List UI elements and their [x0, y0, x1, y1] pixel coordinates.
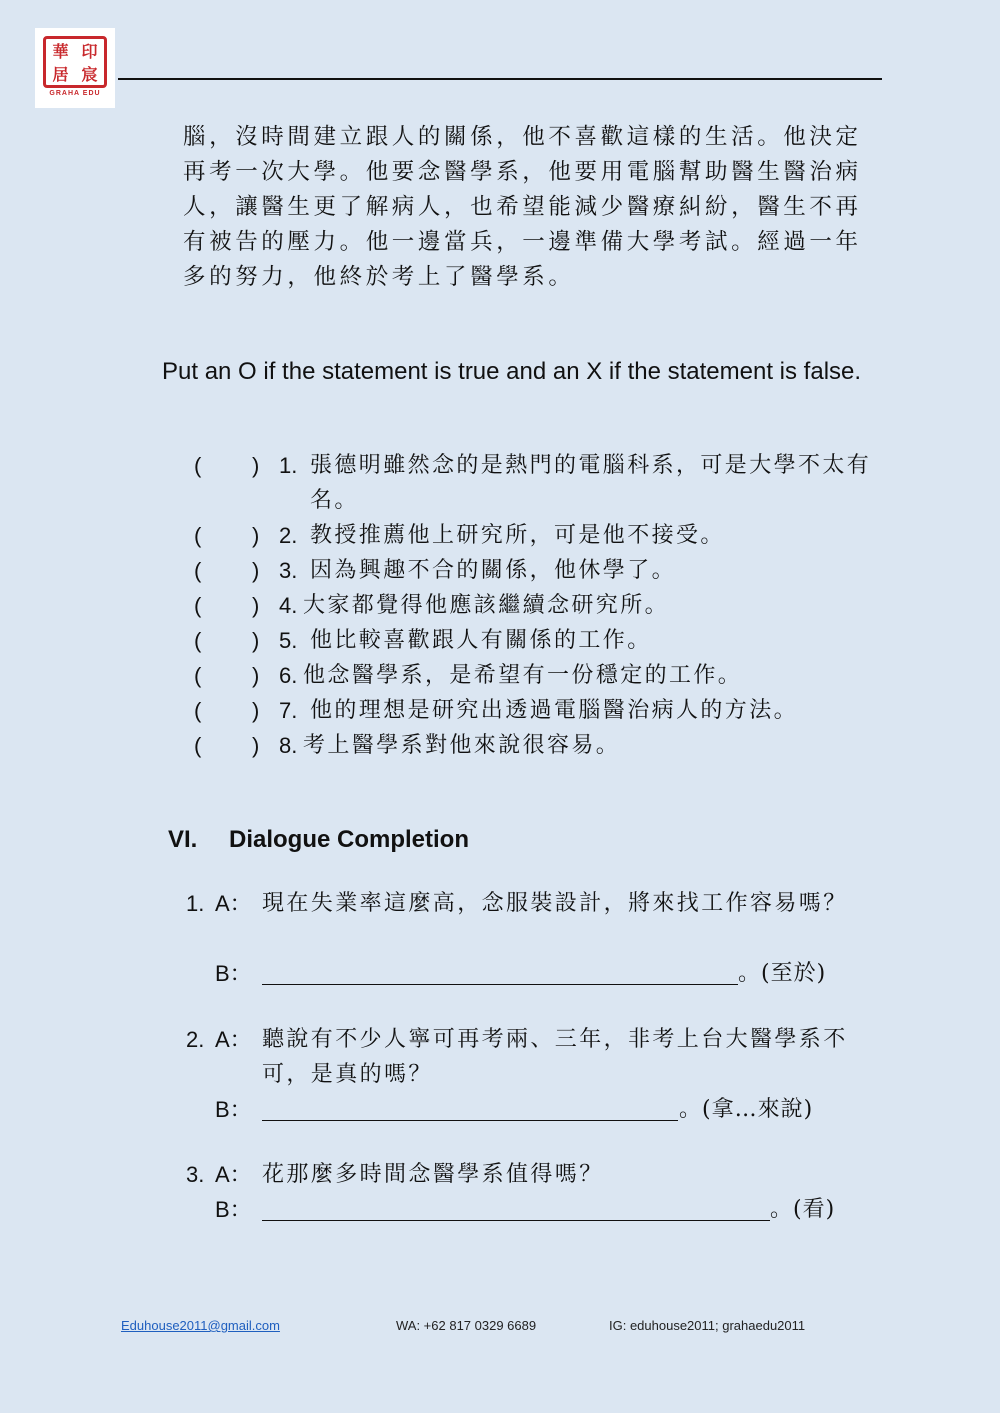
- reading-passage: 腦，沒時間建立跟人的關係，他不喜歡這樣的生活。他決定再考一次大學。他要念醫學系，他要用電腦幫助醫生醫治病人，讓醫生更了解病人，也希望能減少醫療糾紛，醫生不再有被告的壓力。他一邊當兵，一邊準備大學考試。經過一年多的努力，他終於考上了醫學系。: [183, 124, 862, 290]
- logo-glyph: 宸: [81, 65, 98, 84]
- answer-paren-open[interactable]: (: [194, 593, 202, 618]
- dialogue-number: 1.: [186, 891, 205, 916]
- dialogue-question: 花那麼多時間念醫學系值得嗎？: [262, 1162, 604, 1187]
- tf-item-number: 2.: [279, 523, 298, 548]
- tf-item-text: 大家都覺得他應該繼續念研究所。: [303, 593, 670, 618]
- tf-item-text: 因為興趣不合的關係，他休學了。: [310, 558, 677, 583]
- tf-item: [0, 448, 1000, 518]
- footer-email-link[interactable]: Eduhouse2011@gmail.com: [121, 1318, 280, 1333]
- answer-blank[interactable]: [262, 1120, 678, 1121]
- tf-item-text: 他的理想是研究出透過電腦醫治病人的方法。: [310, 698, 799, 723]
- true-false-instruction: Put an O if the statement is true and an X if the statement is false.: [162, 358, 862, 385]
- footer-instagram: IG: eduhouse2011; grahaedu2011: [609, 1318, 806, 1333]
- answer-paren-open[interactable]: (: [194, 453, 202, 478]
- footer-whatsapp: WA: +62 817 0329 6689: [396, 1318, 537, 1333]
- answer-paren-close: ): [252, 698, 260, 723]
- tf-item: [0, 553, 1000, 588]
- answer-paren-close: ): [252, 453, 260, 478]
- tf-item-text: 他比較喜歡跟人有關係的工作。: [310, 628, 652, 653]
- answer-paren-open[interactable]: (: [194, 523, 202, 548]
- tf-item-text: 他念醫學系，是希望有一份穩定的工作。: [303, 663, 743, 688]
- answer-paren-open[interactable]: (: [194, 558, 202, 583]
- dialogue-question: 現在失業率這麼高，念服裝設計，將來找工作容易嗎？: [262, 891, 848, 916]
- section-numeral: VI.: [168, 826, 198, 853]
- logo-glyph: 居: [52, 65, 69, 84]
- tf-item-number: 1.: [279, 453, 298, 478]
- speaker-b-label: B：: [215, 1197, 252, 1222]
- true-false-list: [0, 448, 1000, 763]
- tf-item: [0, 518, 1000, 553]
- speaker-a-label: A：: [215, 1027, 252, 1052]
- tf-item-text: 張德明雖然念的是熱門的電腦科系，可是大學不太有名。: [310, 453, 872, 513]
- dialogue-number: 3.: [186, 1162, 205, 1187]
- logo-seal-icon: [43, 36, 107, 88]
- header-divider: [118, 78, 882, 80]
- tf-item-number: 8.: [279, 733, 298, 758]
- logo: [35, 28, 115, 108]
- section-heading: [168, 822, 469, 858]
- grammar-hint: 。(看): [770, 1197, 836, 1222]
- logo-glyph: 印: [81, 42, 98, 61]
- answer-paren-close: ): [252, 628, 260, 653]
- tf-item: [0, 623, 1000, 658]
- tf-item-number: 7.: [279, 698, 298, 723]
- grammar-hint: 。(至於): [738, 961, 827, 986]
- dialogue-question: 聽說有不少人寧可再考兩、三年，非考上台大醫學系不可，是真的嗎？: [262, 1027, 848, 1087]
- answer-paren-open[interactable]: (: [194, 663, 202, 688]
- tf-item: [0, 693, 1000, 728]
- tf-item-text: 教授推薦他上研究所，可是他不接受。: [310, 523, 725, 548]
- speaker-b-label: B：: [215, 961, 252, 986]
- grammar-hint: 。(拿…來說): [679, 1097, 814, 1122]
- tf-item: [0, 588, 1000, 623]
- answer-blank[interactable]: [262, 984, 738, 985]
- tf-item: [0, 728, 1000, 763]
- answer-paren-open[interactable]: (: [194, 628, 202, 653]
- tf-item-number: 3.: [279, 558, 298, 583]
- logo-caption: GRAHA EDU: [49, 90, 101, 97]
- logo-glyph: 華: [52, 42, 69, 61]
- answer-paren-close: ): [252, 593, 260, 618]
- answer-paren-close: ): [252, 523, 260, 548]
- speaker-a-label: A：: [215, 1162, 252, 1187]
- tf-item-text: 考上醫學系對他來說很容易。: [303, 733, 621, 758]
- section-title: Dialogue Completion: [229, 826, 469, 853]
- speaker-a-label: A：: [215, 891, 252, 916]
- answer-paren-open[interactable]: (: [194, 733, 202, 758]
- answer-paren-open[interactable]: (: [194, 698, 202, 723]
- answer-paren-close: ): [252, 663, 260, 688]
- answer-blank[interactable]: [262, 1220, 770, 1221]
- answer-paren-close: ): [252, 558, 260, 583]
- tf-item: [0, 658, 1000, 693]
- tf-item-number: 6.: [279, 663, 298, 688]
- dialogue-number: 2.: [186, 1027, 205, 1052]
- tf-item-number: 4.: [279, 593, 298, 618]
- speaker-b-label: B：: [215, 1097, 252, 1122]
- tf-item-number: 5.: [279, 628, 298, 653]
- answer-paren-close: ): [252, 733, 260, 758]
